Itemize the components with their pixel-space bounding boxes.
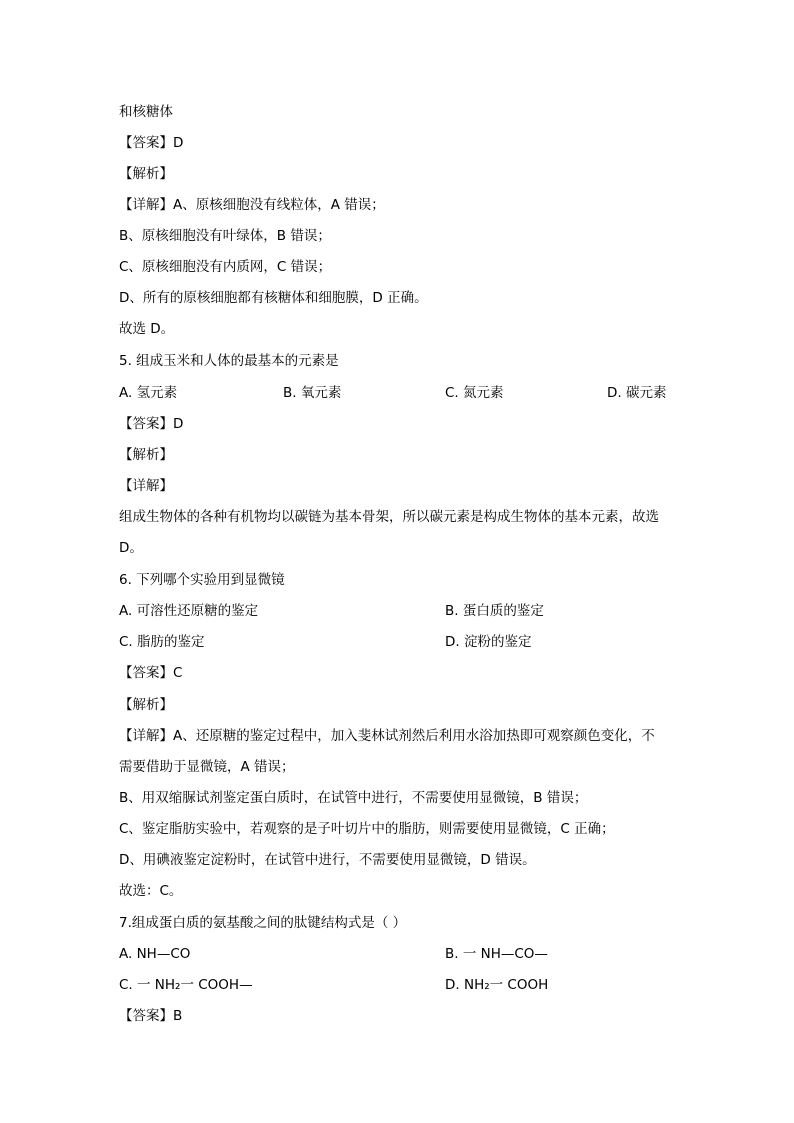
- q7-option-b: B. 一 NH—CO—: [445, 946, 548, 962]
- detail-line: 组成生物体的各种有机物均以碳链为基本骨架，所以碳元素是构成生物体的基本元素，故选: [119, 509, 659, 525]
- text-line: 和核糖体: [119, 104, 173, 120]
- q6-option-d: D. 淀粉的鉴定: [445, 634, 532, 650]
- q5-option-c: C. 氮元素: [445, 385, 504, 401]
- analysis-label: 【解析】: [119, 447, 173, 463]
- detail-line: B、用双缩脲试剂鉴定蛋白质时，在试管中进行，不需要使用显微镜，B 错误；: [119, 790, 588, 806]
- analysis-label: 【解析】: [119, 697, 173, 713]
- detail-line: C、鉴定脂肪实验中，若观察的是子叶切片中的脂肪，则需要使用显微镜，C 正确；: [119, 821, 615, 837]
- detail-line: 【详解】A、还原糖的鉴定过程中，加入斐林试剂然后利用水浴加热即可观察颜色变化，不: [119, 728, 655, 744]
- q7-option-c: C. 一 NH₂一 COOH—: [119, 977, 253, 993]
- answer-label: 【答案】B: [119, 1008, 183, 1024]
- q7-option-d: D. NH₂一 COOH: [445, 977, 549, 993]
- answer-label: 【答案】D: [119, 135, 184, 151]
- analysis-label: 【解析】: [119, 166, 173, 182]
- detail-line: D、所有的原核细胞都有核糖体和细胞膜，D 正确。: [119, 290, 428, 306]
- q6-option-c: C. 脂肪的鉴定: [119, 634, 205, 650]
- q5-option-b: B. 氧元素: [283, 385, 342, 401]
- detail-label: 【详解】: [119, 478, 173, 494]
- detail-line: B、原核细胞没有叶绿体，B 错误；: [119, 228, 331, 244]
- answer-label: 【答案】C: [119, 665, 183, 681]
- q7-option-a: A. NH—CO: [119, 946, 191, 962]
- q6-option-a: A. 可溶性还原糖的鉴定: [119, 603, 259, 619]
- detail-line: C、原核细胞没有内质网，C 错误；: [119, 259, 332, 275]
- q5-option-a: A. 氢元素: [119, 385, 178, 401]
- question-5: 5. 组成玉米和人体的最基本的元素是: [119, 353, 339, 369]
- conclusion-line: 故选 D。: [119, 321, 175, 337]
- detail-line: D。: [119, 540, 143, 556]
- detail-line: D、用碘液鉴定淀粉时，在试管中进行，不需要使用显微镜，D 错误。: [119, 852, 536, 868]
- question-6: 6. 下列哪个实验用到显微镜: [119, 572, 285, 588]
- detail-line: 【详解】A、原核细胞没有线粒体，A 错误；: [119, 197, 385, 213]
- q5-option-d: D. 碳元素: [607, 385, 667, 401]
- question-7: 7.组成蛋白质的氨基酸之间的肽键结构式是（ ）: [119, 915, 407, 931]
- q6-option-b: B. 蛋白质的鉴定: [445, 603, 544, 619]
- detail-line: 需要借助于显微镜，A 错误；: [119, 759, 295, 775]
- conclusion-line: 故选：C。: [119, 883, 183, 899]
- answer-label: 【答案】D: [119, 416, 184, 432]
